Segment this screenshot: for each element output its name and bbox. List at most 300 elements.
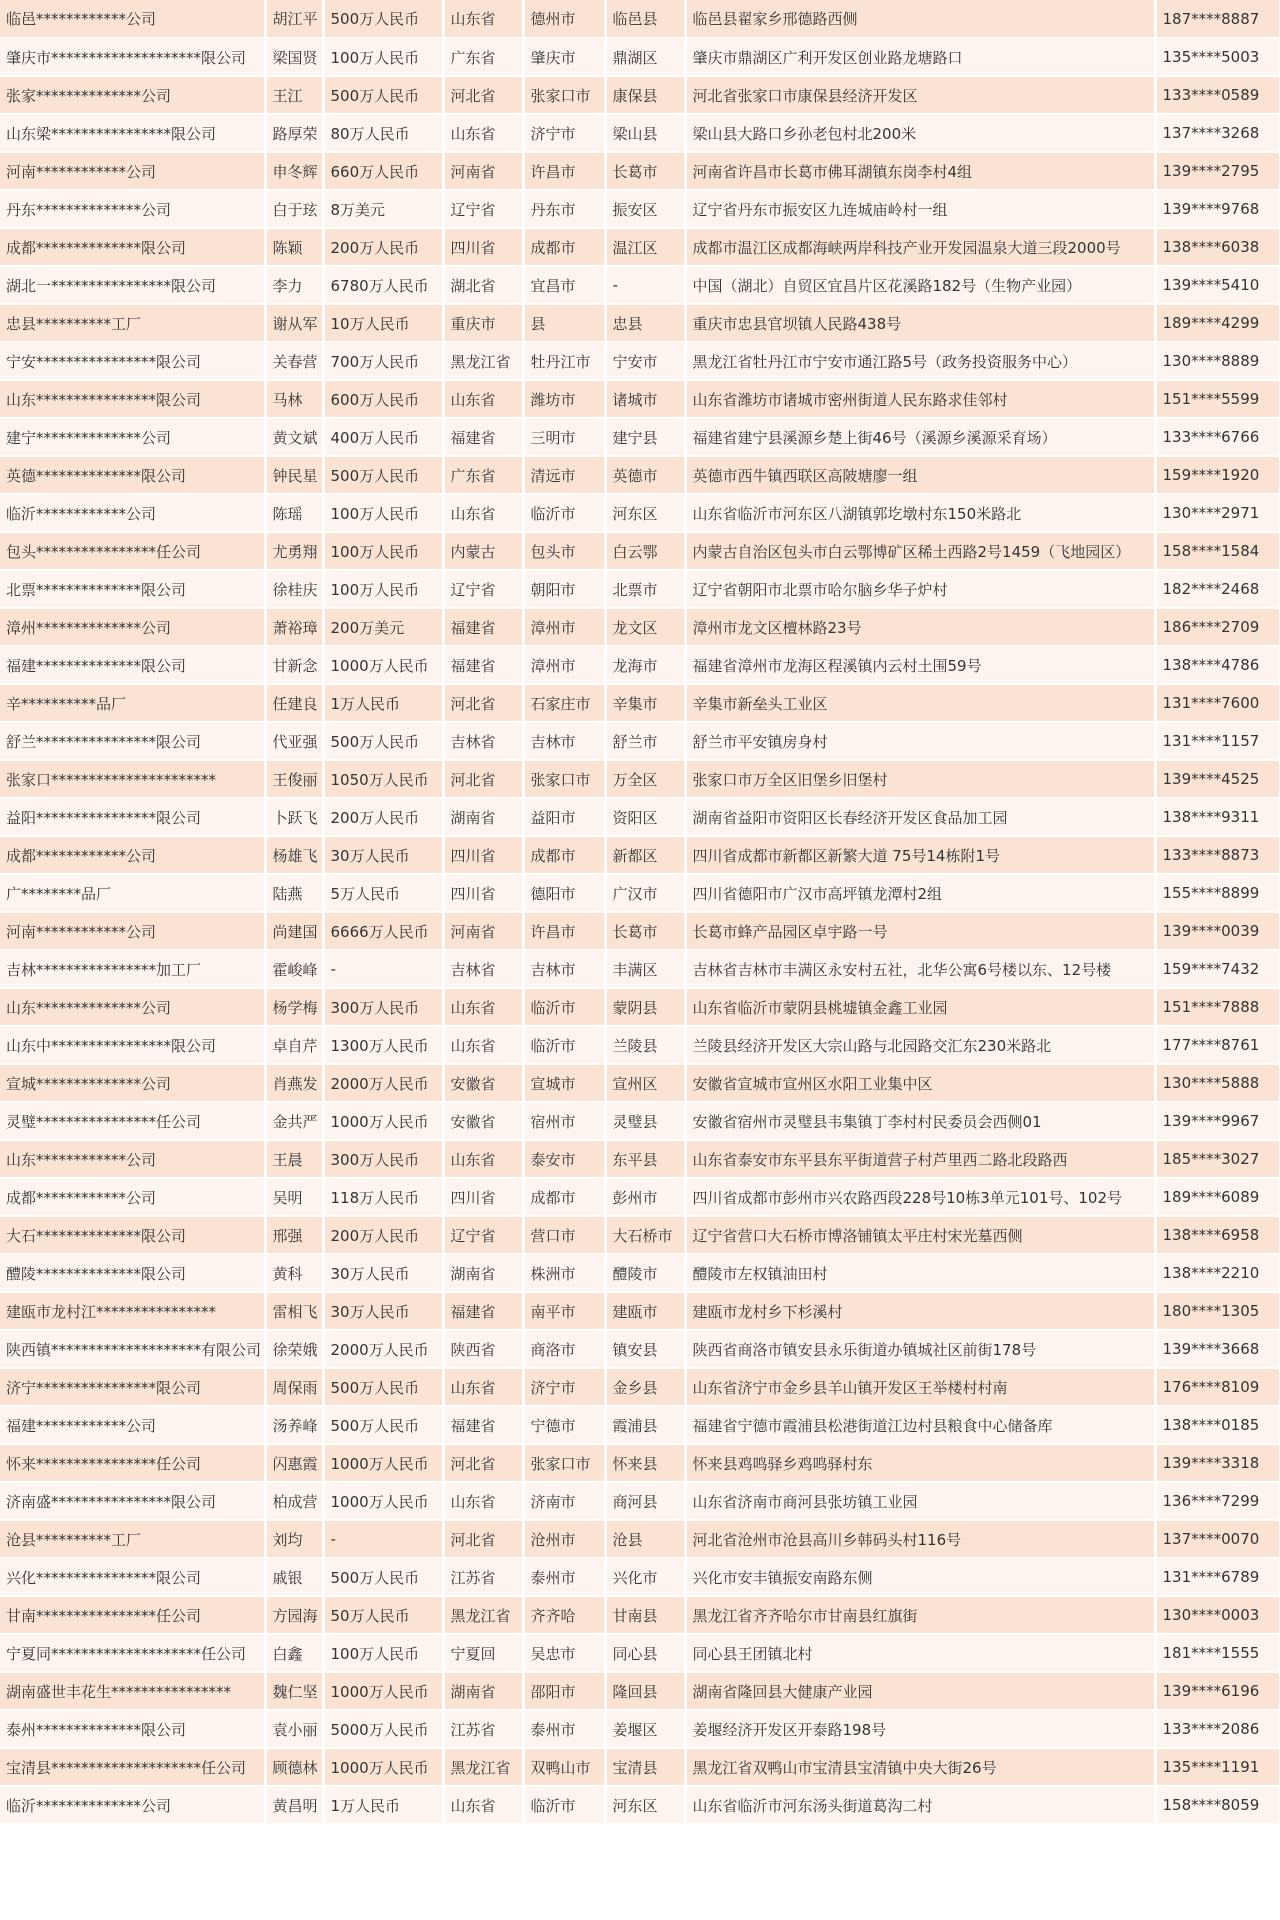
district-cell: 长葛市 bbox=[605, 912, 685, 950]
phone-cell: 155****8899 bbox=[1155, 874, 1280, 912]
city-cell: 张家口市 bbox=[523, 1444, 605, 1482]
company-name-cell: 临沂************公司 bbox=[0, 494, 265, 532]
address-cell: 肇庆市鼎湖区广利开发区创业路龙塘路口 bbox=[685, 38, 1155, 76]
registered-capital-cell: 2000万人民币 bbox=[323, 1330, 443, 1368]
legal-person-cell: 袁小丽 bbox=[265, 1710, 323, 1748]
address-cell: 山东省泰安市东平县东平街道营子村芦里西二路北段路西 bbox=[685, 1140, 1155, 1178]
address-cell: 山东省临沂市河东区八湖镇郭圪墩村东150米路北 bbox=[685, 494, 1155, 532]
table-row bbox=[0, 418, 1280, 456]
table-row bbox=[0, 1634, 1280, 1672]
district-cell: 北票市 bbox=[605, 570, 685, 608]
table-row bbox=[0, 1292, 1280, 1330]
legal-person-cell: 肖燕发 bbox=[265, 1064, 323, 1102]
phone-cell: 136****7299 bbox=[1155, 1482, 1280, 1520]
province-cell: 辽宁省 bbox=[443, 190, 523, 228]
table-row bbox=[0, 1064, 1280, 1102]
district-cell: 同心县 bbox=[605, 1634, 685, 1672]
district-cell: 诸城市 bbox=[605, 380, 685, 418]
province-cell: 河北省 bbox=[443, 76, 523, 114]
district-cell: 大石桥市 bbox=[605, 1216, 685, 1254]
city-cell: 张家口市 bbox=[523, 760, 605, 798]
registered-capital-cell: 1000万人民币 bbox=[323, 1482, 443, 1520]
phone-cell: 130****5888 bbox=[1155, 1064, 1280, 1102]
phone-cell: 139****9967 bbox=[1155, 1102, 1280, 1140]
district-cell: 兴化市 bbox=[605, 1558, 685, 1596]
company-name-cell: 成都**************限公司 bbox=[0, 228, 265, 266]
table-row bbox=[0, 190, 1280, 228]
registered-capital-cell: 2000万人民币 bbox=[323, 1064, 443, 1102]
address-cell: 陕西省商洛市镇安县永乐街道办镇城社区前街178号 bbox=[685, 1330, 1155, 1368]
province-cell: 福建省 bbox=[443, 1406, 523, 1444]
city-cell: 株洲市 bbox=[523, 1254, 605, 1292]
city-cell: 漳州市 bbox=[523, 646, 605, 684]
city-cell: 益阳市 bbox=[523, 798, 605, 836]
table-row bbox=[0, 304, 1280, 342]
registered-capital-cell: 660万人民币 bbox=[323, 152, 443, 190]
company-name-cell: 山东************公司 bbox=[0, 1140, 265, 1178]
address-cell: 福建省建宁县溪源乡楚上街46号（溪源乡溪源采育场） bbox=[685, 418, 1155, 456]
province-cell: 湖南省 bbox=[443, 1254, 523, 1292]
city-cell: 泰州市 bbox=[523, 1710, 605, 1748]
phone-cell: 180****1305 bbox=[1155, 1292, 1280, 1330]
phone-cell: 135****5003 bbox=[1155, 38, 1280, 76]
district-cell: 龙文区 bbox=[605, 608, 685, 646]
city-cell: 肇庆市 bbox=[523, 38, 605, 76]
province-cell: 黑龙江省 bbox=[443, 1748, 523, 1786]
registered-capital-cell: 8万美元 bbox=[323, 190, 443, 228]
registered-capital-cell: - bbox=[323, 950, 443, 988]
district-cell: 镇安县 bbox=[605, 1330, 685, 1368]
legal-person-cell: 梁国贤 bbox=[265, 38, 323, 76]
city-cell: 宿州市 bbox=[523, 1102, 605, 1140]
phone-cell: 138****2210 bbox=[1155, 1254, 1280, 1292]
phone-cell: 138****0185 bbox=[1155, 1406, 1280, 1444]
province-cell: 黑龙江省 bbox=[443, 342, 523, 380]
registered-capital-cell: 100万人民币 bbox=[323, 1634, 443, 1672]
company-name-cell: 福建************公司 bbox=[0, 1406, 265, 1444]
company-name-cell: 兴化****************限公司 bbox=[0, 1558, 265, 1596]
registered-capital-cell: 300万人民币 bbox=[323, 988, 443, 1026]
address-cell: 英德市西牛镇西联区高陂塘廖一组 bbox=[685, 456, 1155, 494]
address-cell: 辛集市新垒头工业区 bbox=[685, 684, 1155, 722]
company-name-cell: 福建**************限公司 bbox=[0, 646, 265, 684]
address-cell: 河北省张家口市康保县经济开发区 bbox=[685, 76, 1155, 114]
company-name-cell: 宁安****************限公司 bbox=[0, 342, 265, 380]
registered-capital-cell: 500万人民币 bbox=[323, 0, 443, 38]
province-cell: 辽宁省 bbox=[443, 570, 523, 608]
registered-capital-cell: 500万人民币 bbox=[323, 456, 443, 494]
district-cell: 资阳区 bbox=[605, 798, 685, 836]
legal-person-cell: 杨雄飞 bbox=[265, 836, 323, 874]
address-cell: 辽宁省营口大石桥市博洛铺镇太平庄村宋光墓西侧 bbox=[685, 1216, 1155, 1254]
table-row bbox=[0, 114, 1280, 152]
district-cell: 长葛市 bbox=[605, 152, 685, 190]
registered-capital-cell: 30万人民币 bbox=[323, 1254, 443, 1292]
province-cell: 重庆市 bbox=[443, 304, 523, 342]
legal-person-cell: 邢强 bbox=[265, 1216, 323, 1254]
phone-cell: 131****7600 bbox=[1155, 684, 1280, 722]
district-cell: 金乡县 bbox=[605, 1368, 685, 1406]
province-cell: 安徽省 bbox=[443, 1102, 523, 1140]
company-name-cell: 山东****************限公司 bbox=[0, 380, 265, 418]
city-cell: 宁德市 bbox=[523, 1406, 605, 1444]
province-cell: 黑龙江省 bbox=[443, 1596, 523, 1634]
registered-capital-cell: 100万人民币 bbox=[323, 494, 443, 532]
legal-person-cell: 白于玹 bbox=[265, 190, 323, 228]
table-row bbox=[0, 1254, 1280, 1292]
district-cell: 温江区 bbox=[605, 228, 685, 266]
phone-cell: 151****7888 bbox=[1155, 988, 1280, 1026]
province-cell: 辽宁省 bbox=[443, 1216, 523, 1254]
company-name-cell: 辛**********品厂 bbox=[0, 684, 265, 722]
registered-capital-cell: 500万人民币 bbox=[323, 1368, 443, 1406]
address-cell: 临邑县翟家乡邢德路西侧 bbox=[685, 0, 1155, 38]
registered-capital-cell: 1万人民币 bbox=[323, 684, 443, 722]
legal-person-cell: 卜跃飞 bbox=[265, 798, 323, 836]
address-cell: 漳州市龙文区檀林路23号 bbox=[685, 608, 1155, 646]
registered-capital-cell: 1300万人民币 bbox=[323, 1026, 443, 1064]
district-cell: - bbox=[605, 266, 685, 304]
phone-cell: 189****4299 bbox=[1155, 304, 1280, 342]
legal-person-cell: 刘均 bbox=[265, 1520, 323, 1558]
company-name-cell: 宝清县********************任公司 bbox=[0, 1748, 265, 1786]
district-cell: 舒兰市 bbox=[605, 722, 685, 760]
legal-person-cell: 徐荣娥 bbox=[265, 1330, 323, 1368]
city-cell: 成都市 bbox=[523, 1178, 605, 1216]
phone-cell: 151****5599 bbox=[1155, 380, 1280, 418]
registered-capital-cell: 1000万人民币 bbox=[323, 1102, 443, 1140]
city-cell: 南平市 bbox=[523, 1292, 605, 1330]
registered-capital-cell: 1万人民币 bbox=[323, 1786, 443, 1824]
province-cell: 山东省 bbox=[443, 1368, 523, 1406]
phone-cell: 189****6089 bbox=[1155, 1178, 1280, 1216]
district-cell: 白云鄂 bbox=[605, 532, 685, 570]
legal-person-cell: 马林 bbox=[265, 380, 323, 418]
company-name-cell: 泰州**************限公司 bbox=[0, 1710, 265, 1748]
legal-person-cell: 金共严 bbox=[265, 1102, 323, 1140]
registered-capital-cell: 1050万人民币 bbox=[323, 760, 443, 798]
company-name-cell: 灵璧****************任公司 bbox=[0, 1102, 265, 1140]
table-row bbox=[0, 874, 1280, 912]
registered-capital-cell: 500万人民币 bbox=[323, 76, 443, 114]
city-cell: 泰安市 bbox=[523, 1140, 605, 1178]
city-cell: 许昌市 bbox=[523, 912, 605, 950]
company-name-cell: 肇庆市********************限公司 bbox=[0, 38, 265, 76]
province-cell: 河南省 bbox=[443, 912, 523, 950]
table-row bbox=[0, 380, 1280, 418]
city-cell: 临沂市 bbox=[523, 1026, 605, 1064]
table-row bbox=[0, 1406, 1280, 1444]
phone-cell: 159****7432 bbox=[1155, 950, 1280, 988]
city-cell: 临沂市 bbox=[523, 1786, 605, 1824]
table-row bbox=[0, 1596, 1280, 1634]
legal-person-cell: 黄文斌 bbox=[265, 418, 323, 456]
district-cell: 甘南县 bbox=[605, 1596, 685, 1634]
phone-cell: 137****0070 bbox=[1155, 1520, 1280, 1558]
city-cell: 宣城市 bbox=[523, 1064, 605, 1102]
phone-cell: 139****4525 bbox=[1155, 760, 1280, 798]
company-name-cell: 大石**************限公司 bbox=[0, 1216, 265, 1254]
address-cell: 湖南省隆回县大健康产业园 bbox=[685, 1672, 1155, 1710]
company-name-cell: 包头****************任公司 bbox=[0, 532, 265, 570]
address-cell: 成都市温江区成都海峡两岸科技产业开发园温泉大道三段2000号 bbox=[685, 228, 1155, 266]
phone-cell: 186****2709 bbox=[1155, 608, 1280, 646]
city-cell: 吉林市 bbox=[523, 950, 605, 988]
address-cell: 四川省德阳市广汉市高坪镇龙潭村2组 bbox=[685, 874, 1155, 912]
phone-cell: 131****6789 bbox=[1155, 1558, 1280, 1596]
province-cell: 福建省 bbox=[443, 1292, 523, 1330]
phone-cell: 182****2468 bbox=[1155, 570, 1280, 608]
phone-cell: 133****0589 bbox=[1155, 76, 1280, 114]
company-name-cell: 怀来****************任公司 bbox=[0, 1444, 265, 1482]
registered-capital-cell: 1000万人民币 bbox=[323, 1672, 443, 1710]
phone-cell: 139****6196 bbox=[1155, 1672, 1280, 1710]
address-cell: 黑龙江省牡丹江市宁安市通江路5号（政务投资服务中心） bbox=[685, 342, 1155, 380]
legal-person-cell: 李力 bbox=[265, 266, 323, 304]
registered-capital-cell: 200万人民币 bbox=[323, 228, 443, 266]
district-cell: 霞浦县 bbox=[605, 1406, 685, 1444]
legal-person-cell: 闪惠霞 bbox=[265, 1444, 323, 1482]
city-cell: 丹东市 bbox=[523, 190, 605, 228]
table-row bbox=[0, 532, 1280, 570]
table-row bbox=[0, 1786, 1280, 1824]
district-cell: 东平县 bbox=[605, 1140, 685, 1178]
registered-capital-cell: 1000万人民币 bbox=[323, 646, 443, 684]
table-row bbox=[0, 912, 1280, 950]
address-cell: 兴化市安丰镇振安南路东侧 bbox=[685, 1558, 1155, 1596]
province-cell: 河北省 bbox=[443, 1444, 523, 1482]
phone-cell: 138****6038 bbox=[1155, 228, 1280, 266]
phone-cell: 135****1191 bbox=[1155, 1748, 1280, 1786]
province-cell: 吉林省 bbox=[443, 722, 523, 760]
table-row bbox=[0, 1710, 1280, 1748]
province-cell: 湖北省 bbox=[443, 266, 523, 304]
legal-person-cell: 吴明 bbox=[265, 1178, 323, 1216]
city-cell: 临沂市 bbox=[523, 988, 605, 1026]
province-cell: 山东省 bbox=[443, 1140, 523, 1178]
table-row bbox=[0, 0, 1280, 38]
legal-person-cell: 黄科 bbox=[265, 1254, 323, 1292]
table-row bbox=[0, 1026, 1280, 1064]
district-cell: 蒙阴县 bbox=[605, 988, 685, 1026]
table-row bbox=[0, 1444, 1280, 1482]
table-row bbox=[0, 152, 1280, 190]
legal-person-cell: 王晨 bbox=[265, 1140, 323, 1178]
company-name-cell: 广********品厂 bbox=[0, 874, 265, 912]
address-cell: 辽宁省朝阳市北票市哈尔脑乡华子炉村 bbox=[685, 570, 1155, 608]
phone-cell: 139****5410 bbox=[1155, 266, 1280, 304]
company-name-cell: 临沂**************公司 bbox=[0, 1786, 265, 1824]
legal-person-cell: 周保雨 bbox=[265, 1368, 323, 1406]
legal-person-cell: 方园海 bbox=[265, 1596, 323, 1634]
district-cell: 宁安市 bbox=[605, 342, 685, 380]
company-name-cell: 张家口********************** bbox=[0, 760, 265, 798]
legal-person-cell: 陈瑶 bbox=[265, 494, 323, 532]
legal-person-cell: 汤养峰 bbox=[265, 1406, 323, 1444]
company-name-cell: 成都************公司 bbox=[0, 836, 265, 874]
company-name-cell: 吉林****************加工厂 bbox=[0, 950, 265, 988]
phone-cell: 139****9768 bbox=[1155, 190, 1280, 228]
city-cell: 石家庄市 bbox=[523, 684, 605, 722]
legal-person-cell: 霍峻峰 bbox=[265, 950, 323, 988]
registered-capital-cell: 6780万人民币 bbox=[323, 266, 443, 304]
city-cell: 德州市 bbox=[523, 0, 605, 38]
district-cell: 隆回县 bbox=[605, 1672, 685, 1710]
address-cell: 怀来县鸡鸣驿乡鸡鸣驿村东 bbox=[685, 1444, 1155, 1482]
province-cell: 福建省 bbox=[443, 608, 523, 646]
city-cell: 齐齐哈 bbox=[523, 1596, 605, 1634]
registered-capital-cell: 500万人民币 bbox=[323, 1406, 443, 1444]
table-row bbox=[0, 1748, 1280, 1786]
table-row bbox=[0, 608, 1280, 646]
company-name-cell: 河南************公司 bbox=[0, 152, 265, 190]
company-name-cell: 醴陵**************限公司 bbox=[0, 1254, 265, 1292]
table-row bbox=[0, 1558, 1280, 1596]
table-row bbox=[0, 38, 1280, 76]
district-cell: 梁山县 bbox=[605, 114, 685, 152]
table-row bbox=[0, 950, 1280, 988]
address-cell: 黑龙江省双鸭山市宝清县宝清镇中央大街26号 bbox=[685, 1748, 1155, 1786]
address-cell: 山东省济宁市金乡县羊山镇开发区王举楼村村南 bbox=[685, 1368, 1155, 1406]
table-row bbox=[0, 1520, 1280, 1558]
province-cell: 山东省 bbox=[443, 0, 523, 38]
address-cell: 兰陵县经济开发区大宗山路与北园路交汇东230米路北 bbox=[685, 1026, 1155, 1064]
company-name-cell: 北票**************限公司 bbox=[0, 570, 265, 608]
legal-person-cell: 杨学梅 bbox=[265, 988, 323, 1026]
city-cell: 泰州市 bbox=[523, 1558, 605, 1596]
city-cell: 德阳市 bbox=[523, 874, 605, 912]
company-name-cell: 建瓯市龙村江**************** bbox=[0, 1292, 265, 1330]
table-row bbox=[0, 570, 1280, 608]
city-cell: 许昌市 bbox=[523, 152, 605, 190]
district-cell: 忠县 bbox=[605, 304, 685, 342]
registered-capital-cell: 400万人民币 bbox=[323, 418, 443, 456]
registered-capital-cell: 118万人民币 bbox=[323, 1178, 443, 1216]
table-row bbox=[0, 722, 1280, 760]
province-cell: 福建省 bbox=[443, 418, 523, 456]
phone-cell: 181****1555 bbox=[1155, 1634, 1280, 1672]
province-cell: 湖南省 bbox=[443, 798, 523, 836]
table-row bbox=[0, 760, 1280, 798]
phone-cell: 137****3268 bbox=[1155, 114, 1280, 152]
address-cell: 辽宁省丹东市振安区九连城庙岭村一组 bbox=[685, 190, 1155, 228]
registered-capital-cell: 200万人民币 bbox=[323, 798, 443, 836]
city-cell: 成都市 bbox=[523, 836, 605, 874]
registered-capital-cell: 80万人民币 bbox=[323, 114, 443, 152]
table-row bbox=[0, 342, 1280, 380]
registered-capital-cell: 200万美元 bbox=[323, 608, 443, 646]
table-row bbox=[0, 1672, 1280, 1710]
registered-capital-cell: 100万人民币 bbox=[323, 38, 443, 76]
address-cell: 中国（湖北）自贸区宜昌片区花溪路182号（生物产业园） bbox=[685, 266, 1155, 304]
city-cell: 牡丹江市 bbox=[523, 342, 605, 380]
district-cell: 丰满区 bbox=[605, 950, 685, 988]
city-cell: 吴忠市 bbox=[523, 1634, 605, 1672]
company-name-cell: 济宁****************限公司 bbox=[0, 1368, 265, 1406]
city-cell: 双鸭山市 bbox=[523, 1748, 605, 1786]
address-cell: 重庆市忠县官坝镇人民路438号 bbox=[685, 304, 1155, 342]
company-name-cell: 宣城**************公司 bbox=[0, 1064, 265, 1102]
legal-person-cell: 甘新念 bbox=[265, 646, 323, 684]
legal-person-cell: 顾德林 bbox=[265, 1748, 323, 1786]
legal-person-cell: 雷相飞 bbox=[265, 1292, 323, 1330]
company-name-cell: 沧县**********工厂 bbox=[0, 1520, 265, 1558]
phone-cell: 138****6958 bbox=[1155, 1216, 1280, 1254]
province-cell: 江苏省 bbox=[443, 1558, 523, 1596]
district-cell: 河东区 bbox=[605, 494, 685, 532]
province-cell: 福建省 bbox=[443, 646, 523, 684]
district-cell: 英德市 bbox=[605, 456, 685, 494]
phone-cell: 130****2971 bbox=[1155, 494, 1280, 532]
phone-cell: 139****3318 bbox=[1155, 1444, 1280, 1482]
phone-cell: 133****6766 bbox=[1155, 418, 1280, 456]
city-cell: 潍坊市 bbox=[523, 380, 605, 418]
address-cell: 长葛市蜂产品园区卓宇路一号 bbox=[685, 912, 1155, 950]
legal-person-cell: 柏成营 bbox=[265, 1482, 323, 1520]
district-cell: 商河县 bbox=[605, 1482, 685, 1520]
phone-cell: 185****3027 bbox=[1155, 1140, 1280, 1178]
district-cell: 姜堰区 bbox=[605, 1710, 685, 1748]
city-cell: 商洛市 bbox=[523, 1330, 605, 1368]
province-cell: 山东省 bbox=[443, 494, 523, 532]
province-cell: 江苏省 bbox=[443, 1710, 523, 1748]
district-cell: 临邑县 bbox=[605, 0, 685, 38]
registered-capital-cell: 5万人民币 bbox=[323, 874, 443, 912]
district-cell: 沧县 bbox=[605, 1520, 685, 1558]
registered-capital-cell: 10万人民币 bbox=[323, 304, 443, 342]
district-cell: 龙海市 bbox=[605, 646, 685, 684]
address-cell: 福建省宁德市霞浦县松港街道江边村县粮食中心储备库 bbox=[685, 1406, 1155, 1444]
district-cell: 振安区 bbox=[605, 190, 685, 228]
phone-cell: 139****3668 bbox=[1155, 1330, 1280, 1368]
address-cell: 内蒙古自治区包头市白云鄂博矿区稀土西路2号1459（飞地园区） bbox=[685, 532, 1155, 570]
province-cell: 四川省 bbox=[443, 836, 523, 874]
company-name-cell: 忠县**********工厂 bbox=[0, 304, 265, 342]
city-cell: 朝阳市 bbox=[523, 570, 605, 608]
phone-cell: 139****2795 bbox=[1155, 152, 1280, 190]
registered-capital-cell: 500万人民币 bbox=[323, 722, 443, 760]
legal-person-cell: 路厚荣 bbox=[265, 114, 323, 152]
district-cell: 宣州区 bbox=[605, 1064, 685, 1102]
city-cell: 济宁市 bbox=[523, 1368, 605, 1406]
district-cell: 彭州市 bbox=[605, 1178, 685, 1216]
company-name-cell: 山东梁****************限公司 bbox=[0, 114, 265, 152]
province-cell: 吉林省 bbox=[443, 950, 523, 988]
district-cell: 怀来县 bbox=[605, 1444, 685, 1482]
district-cell: 建宁县 bbox=[605, 418, 685, 456]
province-cell: 河北省 bbox=[443, 684, 523, 722]
district-cell: 新都区 bbox=[605, 836, 685, 874]
table-row bbox=[0, 1216, 1280, 1254]
registered-capital-cell: - bbox=[323, 1520, 443, 1558]
address-cell: 四川省成都市彭州市兴农路西段228号10栋3单元101号、102号 bbox=[685, 1178, 1155, 1216]
address-cell: 湖南省益阳市资阳区长春经济开发区食品加工园 bbox=[685, 798, 1155, 836]
legal-person-cell: 胡江平 bbox=[265, 0, 323, 38]
province-cell: 山东省 bbox=[443, 380, 523, 418]
company-name-cell: 舒兰****************限公司 bbox=[0, 722, 265, 760]
district-cell: 万全区 bbox=[605, 760, 685, 798]
table-row bbox=[0, 684, 1280, 722]
table-row bbox=[0, 646, 1280, 684]
district-cell: 鼎湖区 bbox=[605, 38, 685, 76]
phone-cell: 176****8109 bbox=[1155, 1368, 1280, 1406]
legal-person-cell: 黄昌明 bbox=[265, 1786, 323, 1824]
registered-capital-cell: 100万人民币 bbox=[323, 570, 443, 608]
address-cell: 姜堰经济开发区开泰路198号 bbox=[685, 1710, 1155, 1748]
city-cell: 张家口市 bbox=[523, 76, 605, 114]
table-row bbox=[0, 1178, 1280, 1216]
province-cell: 内蒙古 bbox=[443, 532, 523, 570]
